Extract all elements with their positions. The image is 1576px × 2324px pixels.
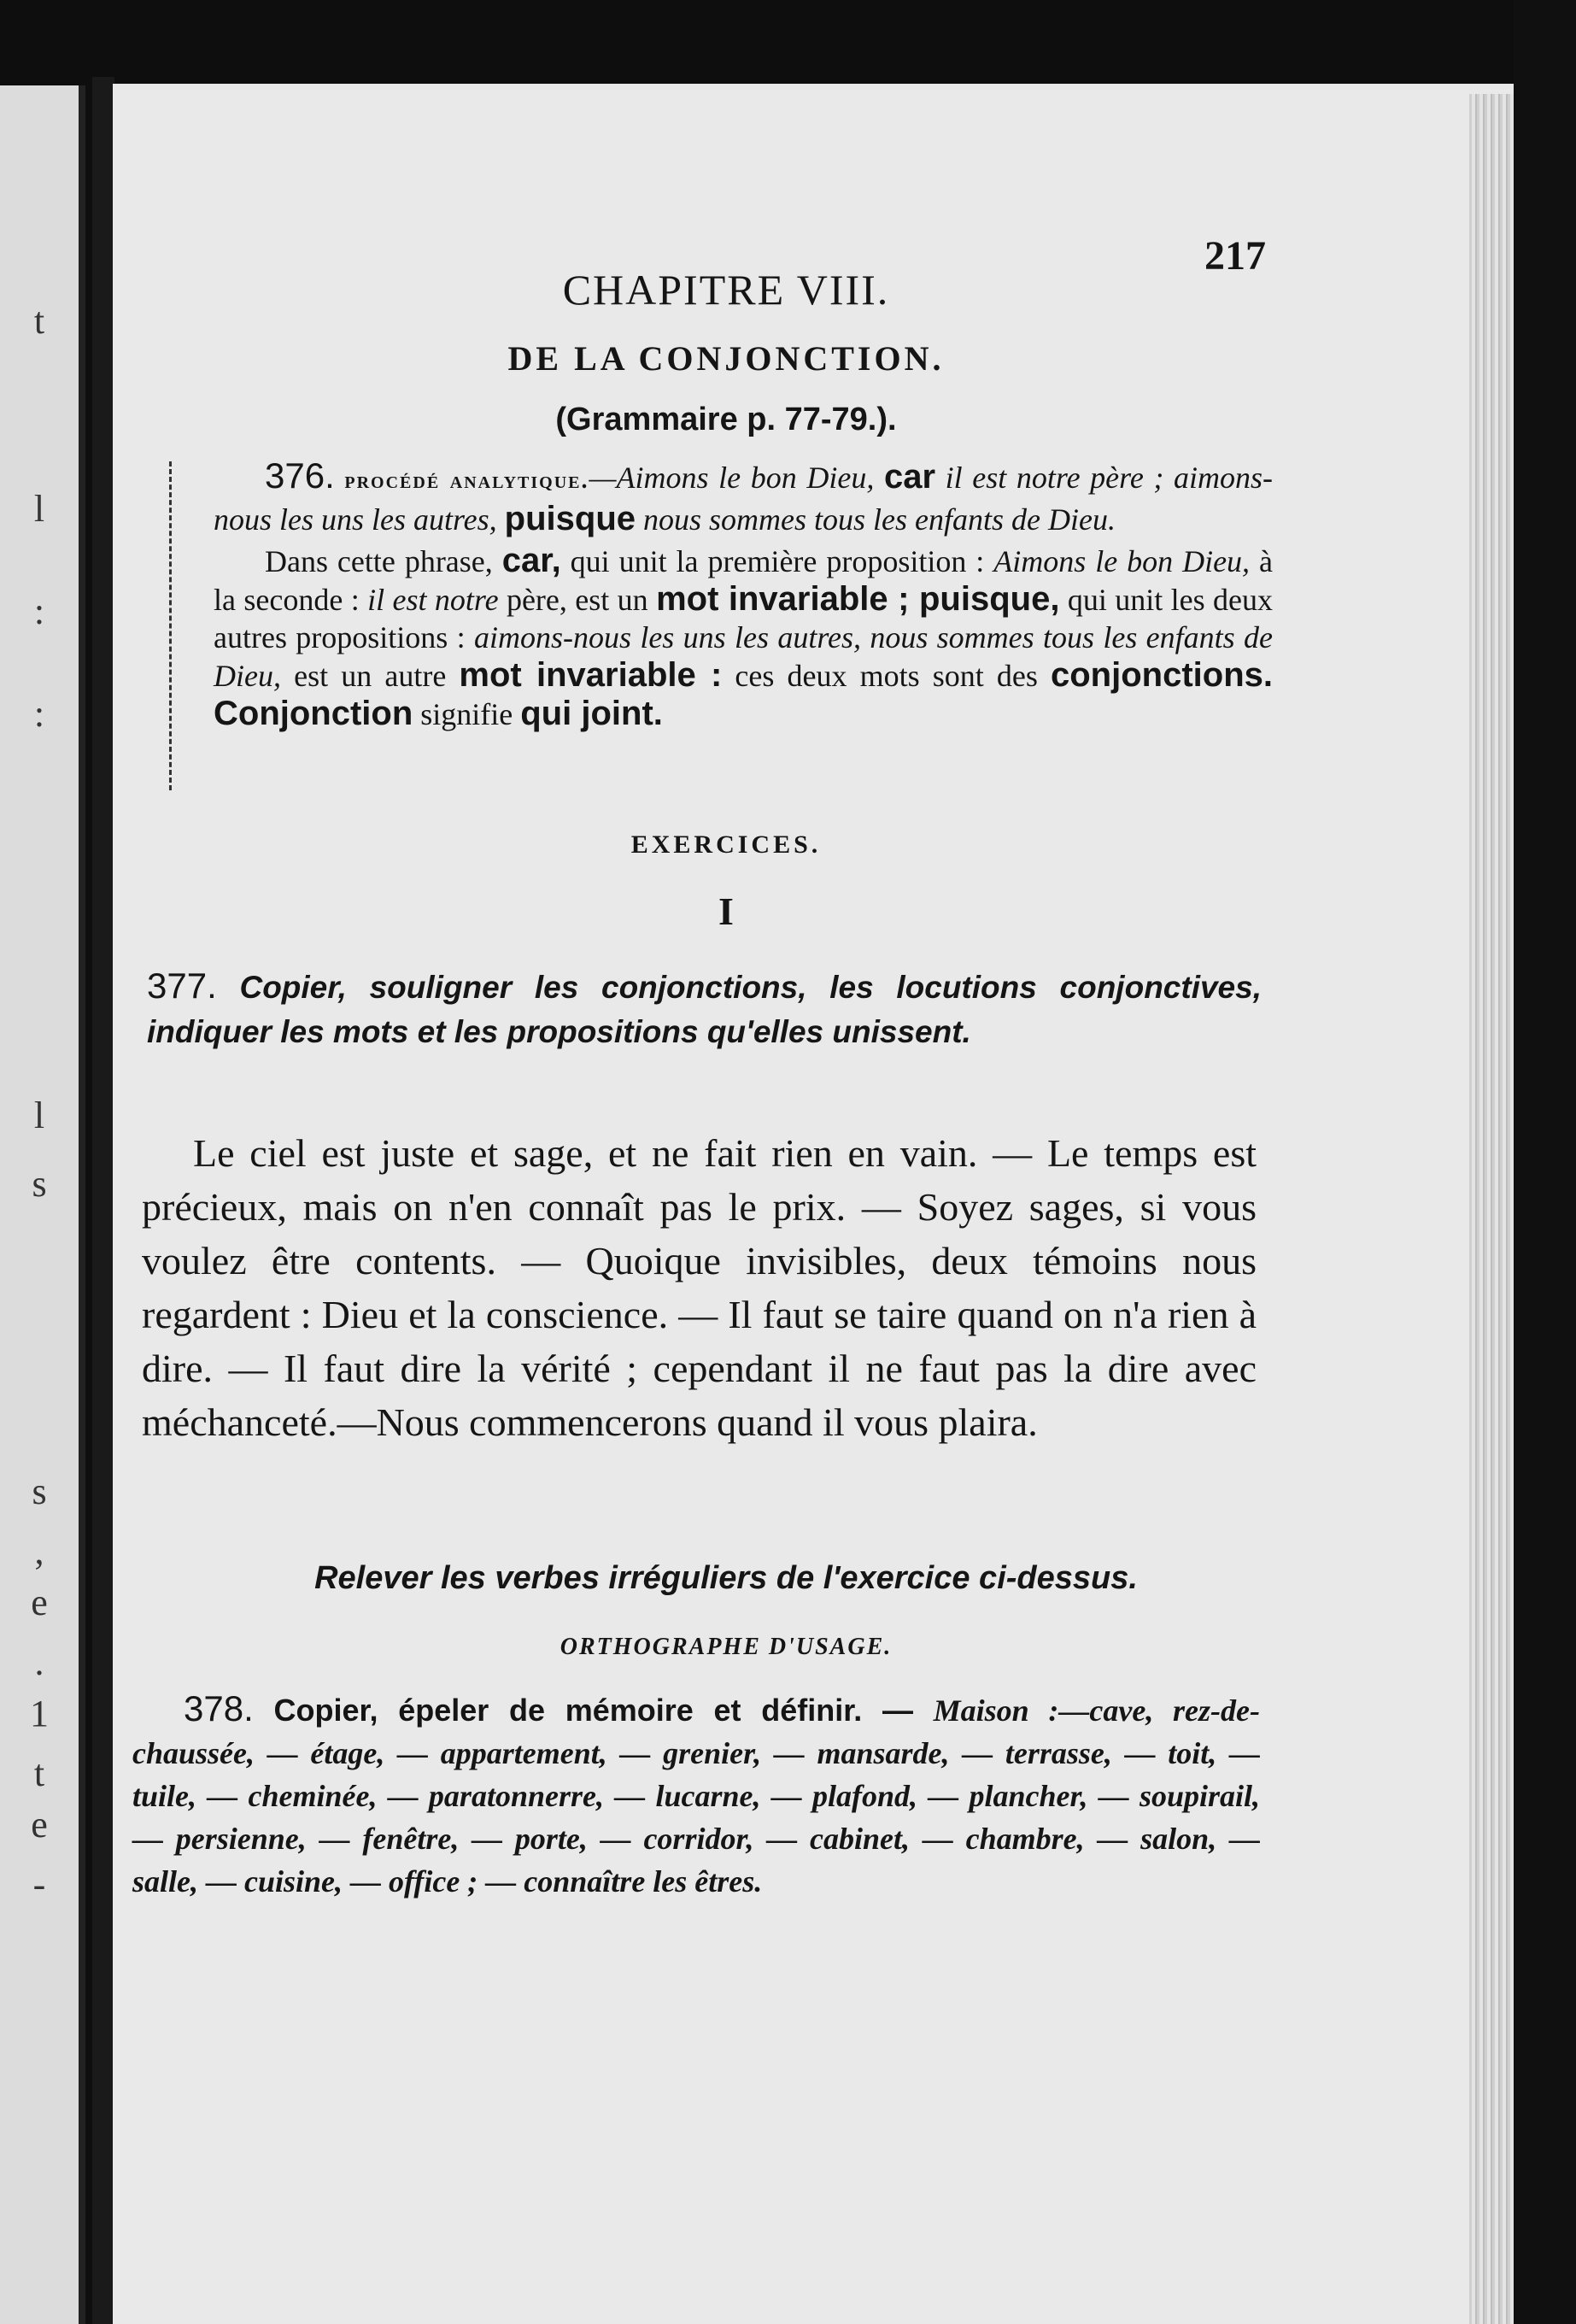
example-text: nous sommes tous les enfants de Dieu. [636,502,1116,537]
example-text: il est notre père ; aimons-nous les uns les autres, [214,461,1274,537]
example-text: il est notre [367,583,499,617]
margin-brace [169,461,206,790]
left-page-fragment: : [33,693,45,735]
text: ces deux mots sont des [722,659,1051,693]
section-378-instruction [184,1688,934,1728]
left-page-fragment: : [33,590,45,632]
keyword: conjonctions. Conjonction [214,656,1273,732]
keyword: puisque [504,500,636,537]
page-stack-edge [1469,94,1514,2324]
section-378 [132,1687,1260,1903]
section-heading: procédé analytique. [344,467,589,494]
section-376 [214,457,1273,733]
example-text: Aimons le bon Dieu, [993,544,1251,578]
keyword: car, [501,542,561,579]
left-page-fragment: 1 [30,1693,49,1734]
text: est un autre [280,659,460,693]
section-376-paragraph-2 [214,542,1273,733]
instruction-text: Copier, souligner les conjonctions, les locutions conjonctives, indiquer les mots et les propositions qu'elles unissent. [147,970,1262,1049]
left-page-fragment: e [31,1804,48,1846]
left-page-fragment: s [32,1163,47,1205]
text: qui unit les deux autres propositions : [214,583,1273,654]
keyword: qui joint. [520,695,663,732]
exercices-heading: EXERCICES. [630,830,822,859]
example-text: —Aimons le bon Dieu, [589,461,884,495]
grammar-reference: (Grammaire p. 77-79.). [555,402,897,437]
relever-instruction: Relever les verbes irréguliers de l'exercice ci-dessus. [314,1560,1138,1596]
section-number: 378. [184,1688,254,1728]
keyword: mot invariable ; puisque, [656,580,1060,618]
chapter-subtitle: DE LA CONJONCTION. [507,339,945,378]
vocabulary-list: Maison :—cave, rez-de-chaussée, — étage, — appartement, — grenier, — mansarde, — terrasse, — toit, — tuile, — cheminée, — paratonnerre, — lucarne, — plafond, — plancher, — soupirail, — persienne, — fenêtre, — porte, — corridor, — cabinet, — chambre, — salon, — salle, — cuisine, — office ; — connaître les êtres. [132,1693,1260,1899]
left-page-fragment: t [33,300,45,342]
section-number: 376. [265,455,335,496]
scan-border [1514,0,1576,2324]
chapter-title: CHAPITRE VIII. [562,266,890,314]
keyword: mot invariable : [459,656,723,694]
left-page-fragment: s [32,1470,47,1512]
section-number: 377. [147,965,217,1006]
left-page-fragment: e [31,1582,48,1623]
text: signifie [413,697,521,731]
instruction-text: Copier, épeler de mémoire et définir. — [253,1693,934,1728]
example-text: aimons-nous les uns les autres, nous sommes tous les enfants de Dieu, [214,620,1273,693]
text: père, est un [498,583,657,617]
exercise-roman-numeral: I [718,889,734,933]
text: à la seconde : [214,544,1273,617]
section-376-paragraph-1 [214,457,1273,538]
left-page-fragment: - [32,1863,46,1905]
left-page-fragment: , [34,1530,44,1572]
keyword: car [883,458,936,496]
section-377-instruction [147,964,1262,1054]
section-377-exercise-text: Le ciel est juste et sage, et ne fait rien en vain. — Le temps est précieux, mais on n'en connaît pas le prix. — Soyez sages, si vous voulez être contents. — Quoique invisibles, deux témoins nous regardent : Dieu et la conscience. — Il faut se taire quand on n'a rien à dire. — Il faut dire la vérité ; cependant il ne faut pas la dire avec méchanceté.—Nous commencerons quand il vous plaira. [142,1131,1257,1444]
text: qui unit la première proposition : [560,544,994,578]
orthographe-heading: ORTHOGRAPHE D'USAGE. [560,1634,893,1660]
text: Dans cette phrase, [265,544,502,578]
left-page-fragment: . [34,1641,44,1683]
left-page-fragment: t [33,1752,45,1794]
left-page-fragment: l [33,488,45,530]
left-page-fragment: l [33,1095,45,1136]
page-number: 217 [1204,233,1266,279]
